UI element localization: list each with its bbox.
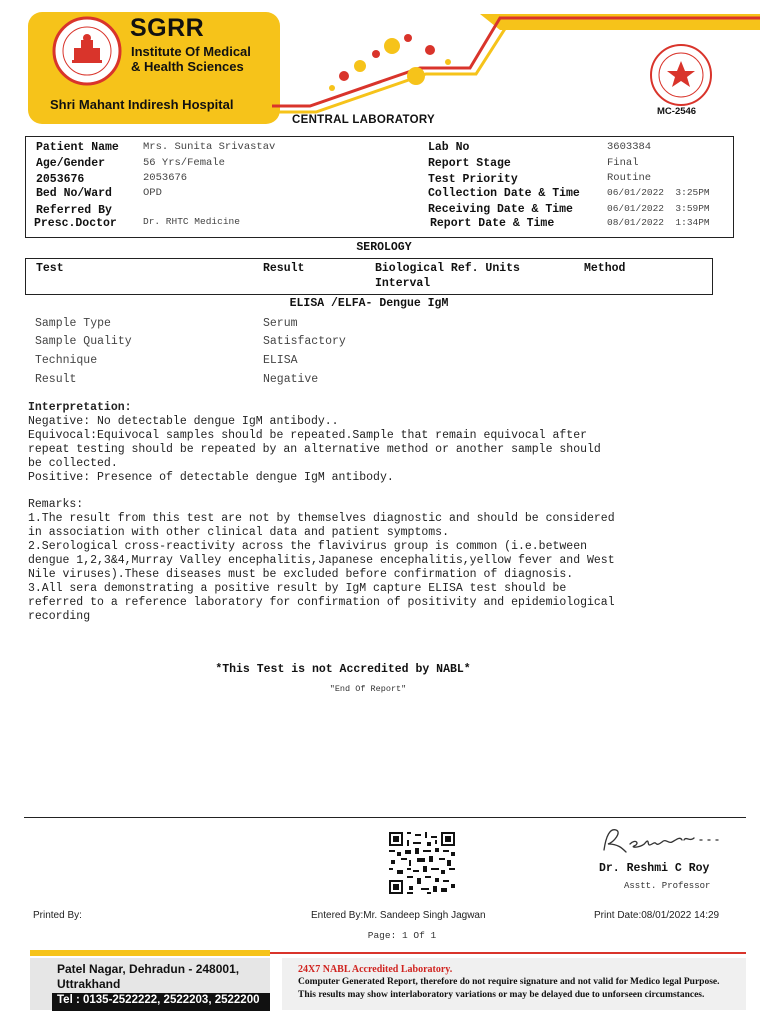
row-value-result: Negative — [263, 373, 319, 386]
address-line2: Uttrakhand — [57, 977, 121, 991]
row-value-sample-type: Serum — [263, 317, 298, 330]
hospital-name: Shri Mahant Indiresh Hospital — [50, 97, 234, 112]
qr-code-icon — [389, 832, 455, 894]
telephone: Tel : 0135-2522222, 2522203, 2522200 — [57, 994, 260, 1006]
row-label-technique: Technique — [35, 354, 98, 367]
signatory-name: Dr. Reshmi C Roy — [599, 862, 710, 875]
report-datetime: 08/01/2022 1:34PM — [607, 217, 710, 228]
address-line1: Patel Nagar, Dehradun - 248001, — [57, 962, 240, 976]
section-title: SEROLOGY — [356, 241, 412, 254]
patient-name: Mrs. Sunita Srivastav — [143, 141, 276, 153]
lab-no: 3603384 — [607, 141, 652, 153]
accreditation-note: *This Test is not Accredited by NABL* — [215, 663, 471, 676]
row-value-technique: ELISA — [263, 354, 298, 367]
org-name-line2: & Health Sciences — [131, 59, 244, 74]
nabl-statement: 24X7 NABL Accredited Laboratory. — [298, 964, 453, 975]
separator-line — [24, 817, 746, 818]
disclaimer-line2: This results may show interlaboratory variations or may be delayed due to unforseen circumstances. — [298, 990, 705, 1000]
signatory-title: Asstt. Professor — [624, 881, 711, 891]
end-of-report: "End Of Report" — [329, 684, 407, 694]
presc-doctor-label: Presc.Doctor — [34, 217, 117, 230]
test-priority: Routine — [607, 172, 652, 184]
report-stage: Final — [607, 157, 639, 169]
col-ref-interval: Interval — [375, 277, 431, 290]
interpretation-title: Interpretation: — [28, 401, 132, 414]
certificate-code: MC-2546 — [657, 106, 697, 117]
row-label-sample-type: Sample Type — [35, 317, 111, 330]
org-name-line1: Institute Of Medical — [131, 44, 251, 59]
bed-ward: OPD — [143, 187, 162, 199]
patient-id: 2053676 — [143, 172, 188, 184]
org-short-name: SGRR — [130, 14, 205, 42]
referring-doctor: Dr. RHTC Medicine — [143, 216, 240, 227]
bed-ward-label: Bed No/Ward — [36, 187, 112, 200]
col-ref-units: Biological Ref. Units — [375, 262, 520, 275]
lab-title: CENTRAL LABORATORY — [292, 114, 435, 126]
report-stage-label: Report Stage — [428, 157, 511, 170]
remarks-text: Remarks: 1.The result from this test are not by themselves diagnostic and should be considered in association with other clinical data and patient symptoms. 2.Serological cross-reactivity across the flavivirus group is common (i.e.between dengue 1,2,3&4,Murray Valley encephalitis,Japanese encephalitis,yellow fever and West Nile viruses).These diseases must be excluded before confirmation of diagnosis. 3.All sera demonstrating a positive result by IgM capture ELISA test should be referred to a reference laboratory for confirmation of positivity and epidemiological recording — [28, 498, 615, 623]
col-result: Result — [263, 262, 305, 275]
row-value-sample-quality: Satisfactory — [263, 335, 346, 348]
entered-by: Entered By:Mr. Sandeep Singh Jagwan — [311, 910, 486, 921]
report-date-label: Report Date & Time — [430, 217, 555, 230]
lab-no-label: Lab No — [428, 141, 470, 154]
test-priority-label: Test Priority — [428, 173, 518, 186]
signature-image — [596, 822, 726, 858]
footer-yellow-bar — [30, 950, 270, 956]
nabl-seal-icon — [648, 42, 714, 108]
footer-red-line — [270, 952, 746, 954]
interpretation-text: Negative: No detectable dengue IgM antibody.. Equivocal:Equivocal samples should be repeated.Sample that remain equivocal after repeat testing should be repeated by an alternative method or another sample should be collected. Positive: Presence of detectable dengue IgM antibody. — [28, 415, 601, 484]
receiving-label: Receiving Date & Time — [428, 203, 573, 216]
test-name: ELISA /ELFA- Dengue IgM — [289, 297, 449, 310]
age-gender: 56 Yrs/Female — [143, 157, 225, 169]
patient-name-label: Patient Name — [36, 141, 119, 154]
collection-label: Collection Date & Time — [428, 187, 580, 200]
row-label-result: Result — [35, 373, 77, 386]
print-date: Print Date:08/01/2022 14:29 — [594, 910, 720, 921]
col-method: Method — [584, 262, 626, 275]
row-label-sample-quality: Sample Quality — [35, 335, 132, 348]
receiving-datetime: 06/01/2022 3:59PM — [607, 203, 710, 214]
patient-id-label: 2053676 — [36, 173, 85, 186]
col-test: Test — [36, 262, 64, 275]
printed-by: Printed By: — [33, 910, 82, 921]
collection-datetime: 06/01/2022 3:25PM — [607, 187, 710, 198]
age-gender-label: Age/Gender — [36, 157, 106, 170]
institute-emblem-icon — [52, 16, 122, 86]
page-number: Page: 1 Of 1 — [367, 930, 437, 941]
disclaimer-line1: Computer Generated Report, therefore do not require signature and not valid for Medico legal Purpose. — [298, 977, 720, 987]
referred-by-label: Referred By — [36, 204, 112, 217]
